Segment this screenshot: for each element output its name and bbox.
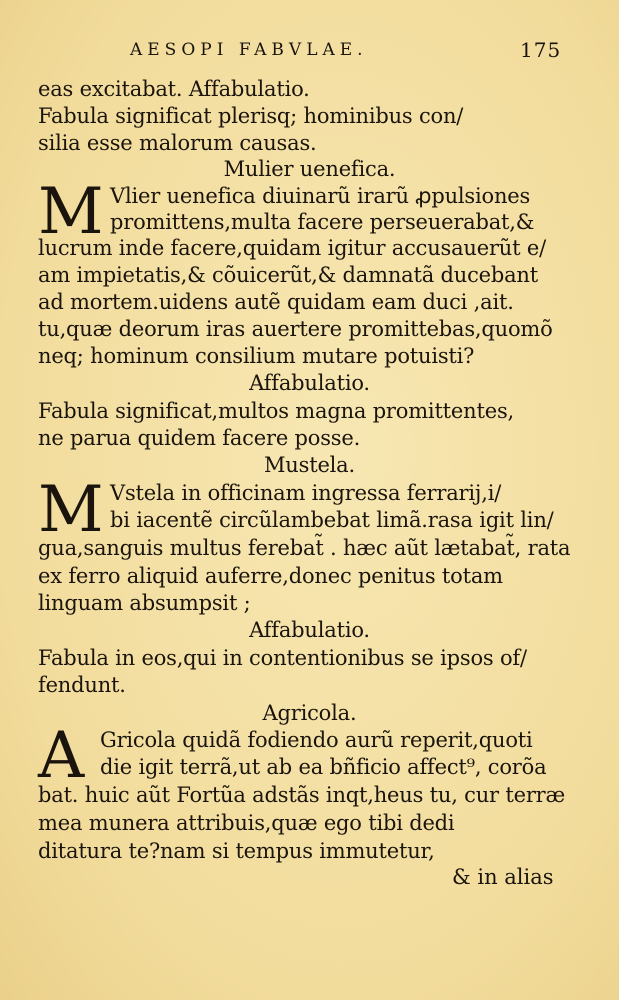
drop-initial: M [38, 473, 104, 547]
text-line: lucrum inde facere,quidam igitur accusauerũt e/ [38, 236, 546, 260]
text-line: neq; hominum consilium mutare potuisti? [38, 344, 475, 368]
text-line: promittens,multa facere perseuerabat,& [110, 210, 535, 234]
drop-initial: M [38, 175, 104, 249]
affabulatio-heading: Affabulatio. [249, 618, 370, 642]
text-line: tu,quæ deorum iras auertere promittebas,quomõ [38, 317, 553, 341]
text-line: Fabula in eos,qui in contentionibus se ipsos of/ [38, 646, 527, 670]
text-line: fendunt. [38, 673, 126, 697]
catchword: & in alias [452, 865, 554, 889]
fable-title: Agricola. [262, 701, 357, 725]
text-line: ne parua quidem facere posse. [38, 426, 361, 450]
text-line: mea munera attribuis,quæ ego tibi dedi [38, 811, 455, 835]
affabulatio-heading: Affabulatio. [249, 371, 370, 395]
text-line: bi iacentẽ circũlambebat limã.rasa igit lin/ [110, 508, 554, 532]
text-line: Fabula significat plerisq; hominibus con/ [38, 104, 464, 128]
text-line: Gricola quidã fodiendo aurũ reperit,quoti [100, 728, 533, 752]
page-number: 175 [520, 38, 562, 62]
text-line: Vstela in officinam ingressa ferrarij,i/ [110, 481, 502, 505]
drop-initial: A [38, 719, 85, 793]
text-line: linguam absumpsit ; [38, 591, 251, 615]
fable-title: Mulier uenefica. [223, 157, 396, 181]
text-line: Fabula significat,multos magna promittentes, [38, 399, 514, 423]
text-line: eas excitabat. Affabulatio. [38, 77, 310, 101]
text-line: ex ferro aliquid auferre,donec penitus totam [38, 564, 503, 588]
text-line: silia esse malorum causas. [38, 131, 317, 155]
text-line: gua,sanguis multus ferebat̃ . hæc aũt lætabat̃, rata [38, 536, 571, 560]
text-line: am impietatis,& cõuicerũt,& damnatã ducebant [38, 263, 538, 287]
text-line: ad mortem.uidens autẽ quidam eam duci ,ait. [38, 290, 514, 314]
text-line: ditatura te?nam si tempus immutetur, [38, 839, 435, 863]
text-line: die igit terrã,ut ab ea bñficio affect⁹, corõa [100, 755, 547, 779]
running-head: AESOPI FABVLAE. [130, 40, 368, 60]
fable-title: Mustela. [264, 453, 355, 477]
text-line: bat. huic aũt Fortũa adstãs inqt,heus tu, cur terræ [38, 783, 566, 807]
text-line: Vlier uenefica diuinarũ irarũ ꝓpulsiones [110, 184, 531, 208]
